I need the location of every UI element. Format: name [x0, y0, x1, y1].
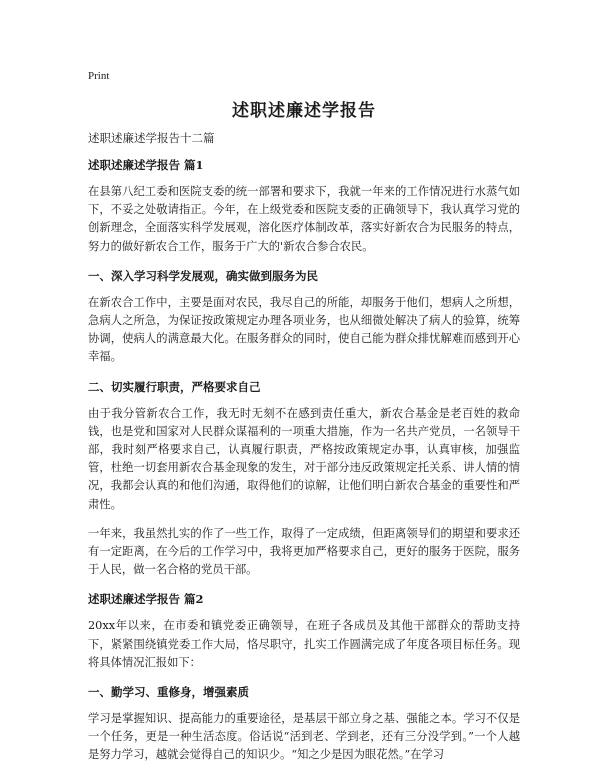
document-subtitle: 述职述廉述学报告十二篇: [88, 131, 215, 145]
section-heading: 二、切实履行职责，严格要求自己: [88, 379, 261, 394]
section-heading: 一、勤学习、重修身，增强素质: [88, 685, 249, 700]
paragraph: 一年来，我虽然扎实的作了一些工作，取得了一定成绩，但距离领导们的期望和要求还有一定距离，在今后的工作学习中，我将更加严格要求自己，更好的服务于医院，服务于人民，做一名合格的党员干部。: [88, 526, 520, 577]
paragraph: 在新农合工作中，主要是面对农民，我尽自己的所能，却服务于他们，想病人之所想，急病人之所急，为保证按政策规定办理各项业务，也从细微处解决了病人的验算，统筹协调，使病人的满意最大化。在服务群众的同时，使自己能为群众排忧解难而感到开心幸福。: [88, 295, 520, 364]
paragraph: 学习是掌握知识、提高能力的重要途径，是基层干部立身之基、强能之本。学习不仅是一个任务，更是一种生活态度。俗话说“活到老、学到老，还有三分没学到。”一个人越是努力学习，越就会觉得自己的知识少。“知之少是因为眼花然。”在学习: [88, 712, 520, 762]
paragraph: 由于我分管新农合工作，我无时无刻不在感到责任重大，新农合基金是老百姓的救命钱，也是党和国家对人民群众谋福利的一项重大措施，作为一名共产党员，一名领导干部，我时刻严格要求自己，认真履行职责，严格按政策规定办事，认真审核，加强监管，杜绝一切套用新农合基金现象的发生，对于部分违反政策规定托关系、讲人情的情况，我都会认真的和他们沟通，取得他们的谅解，让他们明白新农合基金的重要性和严肃性。: [88, 406, 520, 511]
part-heading-2: 述职述廉述学报告 篇2: [88, 592, 204, 607]
section-heading: 一、深入学习科学发展观，确实做到服务为民: [88, 268, 318, 283]
part-heading-1: 述职述廉述学报告 篇1: [88, 158, 204, 172]
paragraph: 在县第八纪工委和医院支委的统一部署和要求下，我就一年来的工作情况进行水蒸气如下，不妥之处敬请指正。今年，在上级党委和医院支委的正确领导下，我认真学习党的创新理念，全面落实科学发展观，溶化医疗体制改革，落实好新农合为民服务的特点，努力的做好新农合工作，服务于广大的'新农合参合农民。: [88, 185, 520, 253]
print-link[interactable]: Print: [88, 70, 110, 82]
paragraph: 20xx年以来，在市委和镇党委正确领导，在班子各成员及其他干部群众的帮助支持下，紧紧围绕镇党委工作大局，恪尽职守，扎实工作圆满完成了年度各项目标任务。现将具体情况汇报如下：: [88, 619, 520, 669]
document-body: [88, 156, 520, 776]
page-title: 述职述廉述学报告: [232, 101, 376, 121]
